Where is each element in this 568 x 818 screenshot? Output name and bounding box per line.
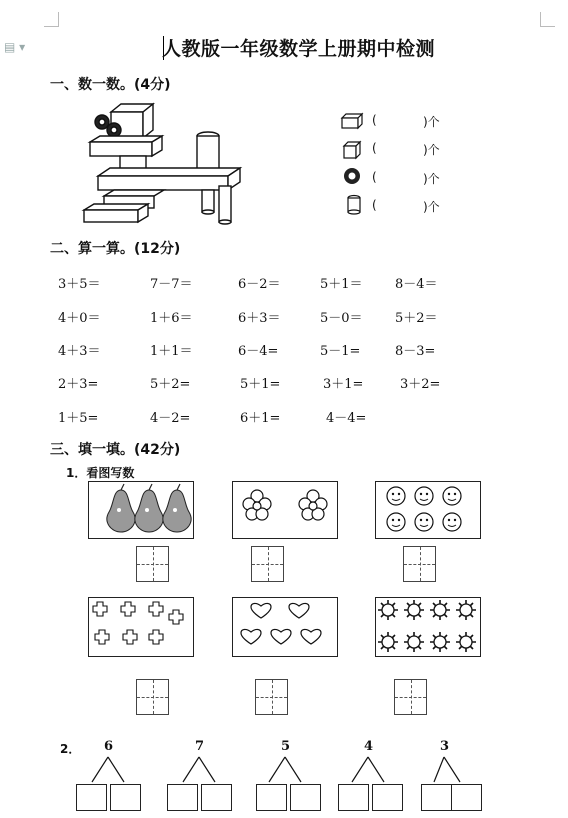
section2-heading: 二、算一算。(12分): [50, 241, 181, 257]
pear-icons: [89, 482, 192, 537]
equation: 4－2=: [150, 411, 191, 426]
equation: 2＋3=: [58, 377, 99, 392]
cross-shape-icons: [89, 598, 192, 655]
equation: 8－4＝: [395, 277, 438, 292]
picture-box-flowers: [232, 481, 338, 539]
flower-icons: [233, 482, 336, 537]
count-unit-1: )个: [423, 115, 440, 129]
bond-answer-box[interactable]: [110, 784, 141, 811]
equation: 6＋1=: [240, 411, 281, 426]
question2-label: 2．: [60, 742, 81, 756]
equation: 5－1=: [320, 344, 361, 359]
answer-grid[interactable]: [394, 679, 427, 715]
bond-answer-box[interactable]: [421, 784, 452, 811]
equation: 5＋1＝: [320, 277, 363, 292]
equation: 5－0＝: [320, 311, 363, 326]
count-blank-open-1: (: [372, 113, 377, 127]
heart-icons: [233, 598, 336, 655]
count-blank-open-2: (: [372, 141, 377, 155]
bond-lines: [0, 755, 568, 785]
picture-box-smileys: [375, 481, 481, 539]
count-unit-3: )个: [423, 172, 440, 186]
equation: 1＋5=: [58, 411, 99, 426]
bond-number: 6: [104, 739, 114, 754]
answer-grid[interactable]: [251, 546, 284, 582]
bond-answer-box[interactable]: [167, 784, 198, 811]
bond-answer-box[interactable]: [201, 784, 232, 811]
page-title: 人教版一年级数学上册期中检测: [162, 38, 436, 60]
cuboid-icon: [340, 112, 364, 130]
question1-label: 1．看图写数: [66, 466, 135, 480]
equation: 3＋5＝: [58, 277, 101, 292]
equation: 5＋2=: [150, 377, 191, 392]
stacked-shapes-figure: [78, 100, 248, 228]
cube-icon: [342, 140, 364, 160]
bond-number: 5: [281, 739, 291, 754]
bond-answer-box[interactable]: [290, 784, 321, 811]
sphere-icon: [342, 166, 362, 186]
equation: 4＋3＝: [58, 344, 101, 359]
equation: 6－2＝: [238, 277, 281, 292]
picture-box-pears: [88, 481, 194, 539]
equation: 8－3=: [395, 344, 436, 359]
answer-grid[interactable]: [136, 679, 169, 715]
bond-number: 4: [364, 739, 374, 754]
bond-answer-box[interactable]: [256, 784, 287, 811]
picture-box-hearts: [232, 597, 338, 657]
equation: 1＋1＝: [150, 344, 193, 359]
equation: 1＋6＝: [150, 311, 193, 326]
equation: 5＋1=: [240, 377, 281, 392]
answer-grid[interactable]: [403, 546, 436, 582]
equation: 4－4=: [326, 411, 367, 426]
page-corner-top-right: [540, 12, 555, 27]
smiley-icons: [376, 482, 479, 537]
count-unit-4: )个: [423, 200, 440, 214]
equation: 6＋3＝: [238, 311, 281, 326]
bond-number: 3: [440, 739, 450, 754]
cylinder-icon: [346, 194, 362, 216]
count-blank-open-3: (: [372, 170, 377, 184]
page-corner-top-left: [44, 12, 59, 27]
document-icon[interactable]: ▤ ▾: [4, 40, 26, 54]
answer-grid[interactable]: [136, 546, 169, 582]
equation: 4＋0＝: [58, 311, 101, 326]
equation: 3＋1=: [323, 377, 364, 392]
bond-answer-box[interactable]: [451, 784, 482, 811]
equation: 6－4=: [238, 344, 279, 359]
sun-icons: [376, 598, 479, 655]
equation: 3＋2=: [400, 377, 441, 392]
bond-answer-box[interactable]: [372, 784, 403, 811]
equation: 5＋2＝: [395, 311, 438, 326]
answer-grid[interactable]: [255, 679, 288, 715]
bond-answer-box[interactable]: [76, 784, 107, 811]
count-blank-open-4: (: [372, 198, 377, 212]
equation: 7－7＝: [150, 277, 193, 292]
section3-heading: 三、填一填。(42分): [50, 442, 181, 458]
section1-heading: 一、数一数。(4分): [50, 77, 171, 93]
picture-box-suns: [375, 597, 481, 657]
bond-answer-box[interactable]: [338, 784, 369, 811]
count-unit-2: )个: [423, 143, 440, 157]
picture-box-crosses: [88, 597, 194, 657]
bond-number: 7: [195, 739, 205, 754]
